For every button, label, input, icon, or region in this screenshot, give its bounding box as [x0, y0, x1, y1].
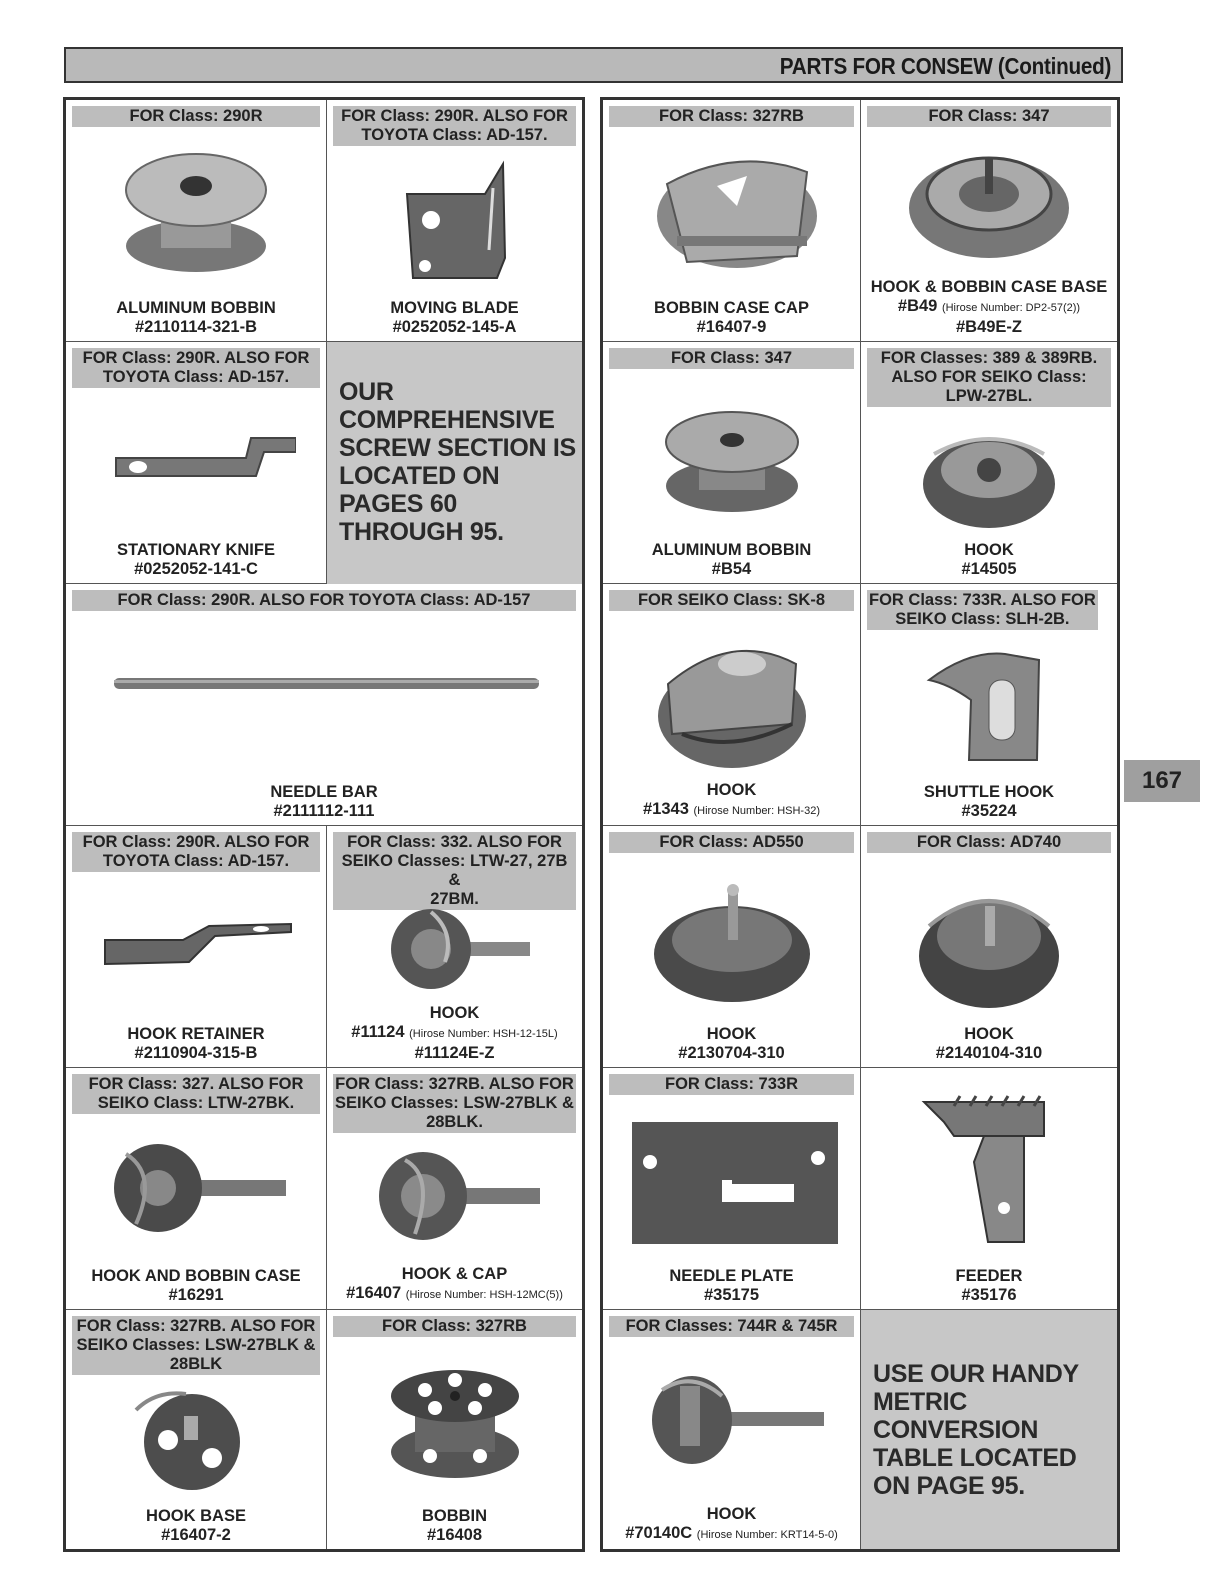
- hook-retainer-image: [66, 918, 326, 978]
- part-name: HOOK: [964, 1025, 1014, 1043]
- part-cell: [603, 1068, 861, 1310]
- part-cell: [861, 1068, 1117, 1310]
- feeder-image: [861, 1092, 1117, 1252]
- part-number: #16407-2: [161, 1526, 231, 1544]
- part-cell: [66, 100, 327, 342]
- part-name: SHUTTLE HOOK: [923, 783, 1055, 801]
- class-label: FOR Class: 347: [867, 106, 1111, 127]
- class-label: FOR Class: AD550: [609, 832, 854, 853]
- part-cell: [327, 1310, 582, 1549]
- hirose-number: (Hirose Number: HSH-12MC(5)): [405, 1289, 563, 1301]
- class-label: FOR Class: 290R: [72, 106, 320, 127]
- part-number: #2140104-310: [935, 1044, 1043, 1062]
- part-label: [327, 1265, 582, 1305]
- metric-conversion-promo: [861, 1310, 1117, 1549]
- part-label: [861, 1025, 1117, 1063]
- part-name: HOOK: [429, 1004, 480, 1022]
- class-label: FOR Classes: 744R & 745R: [609, 1316, 854, 1337]
- part-cell: [603, 1310, 861, 1549]
- part-number: #B54: [711, 560, 752, 578]
- part-name: BOBBIN: [421, 1507, 488, 1525]
- part-number-line: [603, 1524, 860, 1545]
- part-cell: [861, 826, 1117, 1068]
- part-number: #35224: [961, 802, 1017, 820]
- part-cell: [327, 826, 582, 1068]
- page-number-tab: 167: [1124, 760, 1200, 802]
- part-number: #2110114-321-B: [134, 318, 258, 336]
- part-number: #2130704-310: [678, 1044, 785, 1062]
- part-cell: [603, 584, 861, 826]
- part-cell: [603, 100, 861, 342]
- part-name: HOOK AND BOBBIN CASE: [91, 1267, 301, 1285]
- alt-part-number: #B49E-Z: [955, 318, 1023, 336]
- part-name: NEEDLE PLATE: [669, 1267, 794, 1285]
- part-number: #2111112-111: [273, 802, 375, 820]
- aluminum-bobbin-image: [603, 398, 860, 528]
- hirose-number: (Hirose Number: DP2-57(2)): [941, 302, 1081, 314]
- alt-part-number: #11124E-Z: [414, 1044, 495, 1062]
- part-label: [861, 541, 1117, 579]
- part-number: #14505: [961, 560, 1017, 578]
- hook-image: [603, 870, 860, 1010]
- part-cell: [603, 342, 861, 584]
- part-number: #35175: [703, 1286, 760, 1304]
- part-number-line: [327, 1284, 582, 1305]
- class-label: FOR Class: 733R. ALSO FOR SEIKO Class: SLH-2B.: [869, 591, 1096, 628]
- part-number: #16407: [346, 1284, 402, 1302]
- part-name: HOOK: [706, 1025, 757, 1043]
- part-number-line: [327, 1023, 582, 1044]
- part-number: #16407-9: [696, 318, 767, 336]
- part-name: HOOK RETAINER: [127, 1025, 265, 1043]
- class-label: FOR Class: 290R. ALSO FOR TOYOTA Class: AD-157.: [72, 832, 320, 872]
- screw-section-promo: [327, 342, 582, 584]
- part-label: [327, 1507, 582, 1545]
- aluminum-bobbin-image: [66, 148, 326, 288]
- part-name: ALUMINUM BOBBIN: [651, 541, 812, 559]
- class-label: FOR Class: 290R. ALSO FOR TOYOTA Class: AD-157: [72, 590, 576, 611]
- section-header: [64, 47, 1123, 83]
- part-name: MOVING BLADE: [390, 299, 519, 317]
- needle-plate-image: [603, 1118, 860, 1248]
- part-name: FEEDER: [955, 1267, 1023, 1285]
- hook-image: [327, 902, 582, 1002]
- hook-image: [603, 624, 860, 774]
- class-label: FOR Class: 332. ALSO FOR SEIKO Classes: LTW-27, 27B & 27BM.: [333, 832, 576, 910]
- left-panel: [63, 97, 585, 1552]
- hook-base-image: [66, 1386, 326, 1496]
- hook-and-cap-image: [327, 1146, 582, 1246]
- part-cell: [66, 584, 582, 826]
- part-cell: [66, 826, 327, 1068]
- part-number: #1343: [642, 800, 689, 818]
- part-label: [603, 781, 860, 821]
- hirose-number: (Hirose Number: KRT14-5-0): [696, 1529, 838, 1541]
- hook-and-bobbin-case-image: [66, 1134, 326, 1244]
- hirose-number: (Hirose Number: HSH-12-15L): [409, 1028, 558, 1040]
- part-label: [603, 1267, 860, 1305]
- part-label: [66, 1267, 326, 1305]
- part-name: HOOK & BOBBIN CASE BASE: [870, 278, 1108, 296]
- part-number: #35176: [961, 1286, 1017, 1304]
- part-number: #0252052-141-C: [134, 560, 258, 578]
- part-cell: [66, 1310, 327, 1549]
- part-label: [603, 1505, 860, 1545]
- class-label: FOR SEIKO Class: SK-8: [609, 590, 854, 611]
- class-label: FOR Class: 327RB: [333, 1316, 576, 1337]
- part-cell: [861, 100, 1117, 342]
- part-number: #B49: [897, 297, 938, 315]
- hook-image: [603, 1366, 860, 1476]
- part-number-line: [861, 297, 1117, 318]
- part-cell: [66, 342, 327, 584]
- part-number: #16291: [168, 1286, 224, 1304]
- part-name: NEEDLE BAR: [270, 783, 378, 801]
- part-label: [327, 299, 582, 337]
- part-label: [66, 541, 326, 579]
- part-number: #70140C: [625, 1524, 693, 1542]
- bobbin-case-cap-image: [603, 136, 860, 276]
- section-title: PARTS FOR CONSEW (Continued): [779, 53, 1111, 79]
- part-cell: [861, 584, 1117, 826]
- part-cell: [327, 1068, 582, 1310]
- hook-and-bobbin-case-base-image: [861, 138, 1117, 268]
- part-name: ALUMINUM BOBBIN: [116, 299, 276, 317]
- part-number-line: [603, 800, 860, 821]
- class-label: FOR Class: 327. ALSO FOR SEIKO Class: LTW-27BK.: [72, 1074, 320, 1114]
- class-label: FOR Class: 347: [609, 348, 854, 369]
- part-label: [66, 783, 582, 821]
- part-label: [603, 299, 860, 337]
- part-label: [861, 278, 1117, 337]
- hirose-number: (Hirose Number: HSH-32): [693, 805, 820, 817]
- part-name: BOBBIN CASE CAP: [654, 299, 809, 317]
- part-label: [603, 1025, 860, 1063]
- class-label: FOR Class: AD740: [867, 832, 1111, 853]
- part-cell: [603, 826, 861, 1068]
- class-label: FOR Class: 327RB: [609, 106, 854, 127]
- part-label: [861, 1267, 1117, 1305]
- bobbin-image: [327, 1356, 582, 1486]
- part-name: STATIONARY KNIFE: [117, 541, 275, 559]
- needle-bar-image: [66, 672, 582, 696]
- class-label: FOR Class: 327RB. ALSO FOR SEIKO Classes: LSW-27BLK & 28BLK.: [333, 1074, 576, 1133]
- part-number: #11124: [351, 1023, 405, 1041]
- part-cell: [66, 1068, 327, 1310]
- hook-image: [861, 866, 1117, 1016]
- part-label: [327, 1004, 582, 1063]
- part-name: HOOK & CAP: [401, 1265, 508, 1283]
- stationary-knife-image: [66, 430, 326, 500]
- part-name: HOOK: [706, 781, 757, 799]
- promo-text: USE OUR HANDY METRIC CONVERSION TABLE LOCATED ON PAGE 95.: [873, 1360, 1079, 1500]
- class-label: FOR Classes: 389 & 389RB. ALSO FOR SEIKO Class: LPW-27BL.: [867, 348, 1111, 407]
- class-label: FOR Class: 733R: [609, 1074, 854, 1095]
- part-label: [66, 1507, 326, 1545]
- part-name: HOOK: [706, 1505, 757, 1523]
- part-label: [861, 783, 1117, 821]
- hook-image: [861, 424, 1117, 534]
- class-label: FOR Class: 327RB. ALSO FOR SEIKO Classes: LSW-27BLK & 28BLK: [72, 1316, 320, 1375]
- part-label: [603, 541, 860, 579]
- right-panel: [600, 97, 1120, 1552]
- part-number: #16408: [426, 1526, 483, 1544]
- class-label: FOR Class: 290R. ALSO FOR TOYOTA Class: AD-157.: [72, 348, 320, 388]
- part-name: HOOK: [964, 541, 1014, 559]
- part-name: HOOK BASE: [146, 1507, 246, 1525]
- moving-blade-image: [327, 158, 582, 288]
- class-label: FOR Class: 290R. ALSO FOR TOYOTA Class: AD-157.: [333, 106, 576, 146]
- part-label: [66, 1025, 326, 1063]
- shuttle-hook-image: [861, 640, 1117, 770]
- promo-text: OUR COMPREHENSIVE SCREW SECTION IS LOCATED ON PAGES 60 THROUGH 95.: [339, 378, 576, 546]
- part-cell: [327, 100, 582, 342]
- part-number: #0252052-145-A: [392, 318, 517, 336]
- part-label: [66, 299, 326, 337]
- part-number: #2110904-315-B: [134, 1044, 258, 1062]
- part-cell: [861, 342, 1117, 584]
